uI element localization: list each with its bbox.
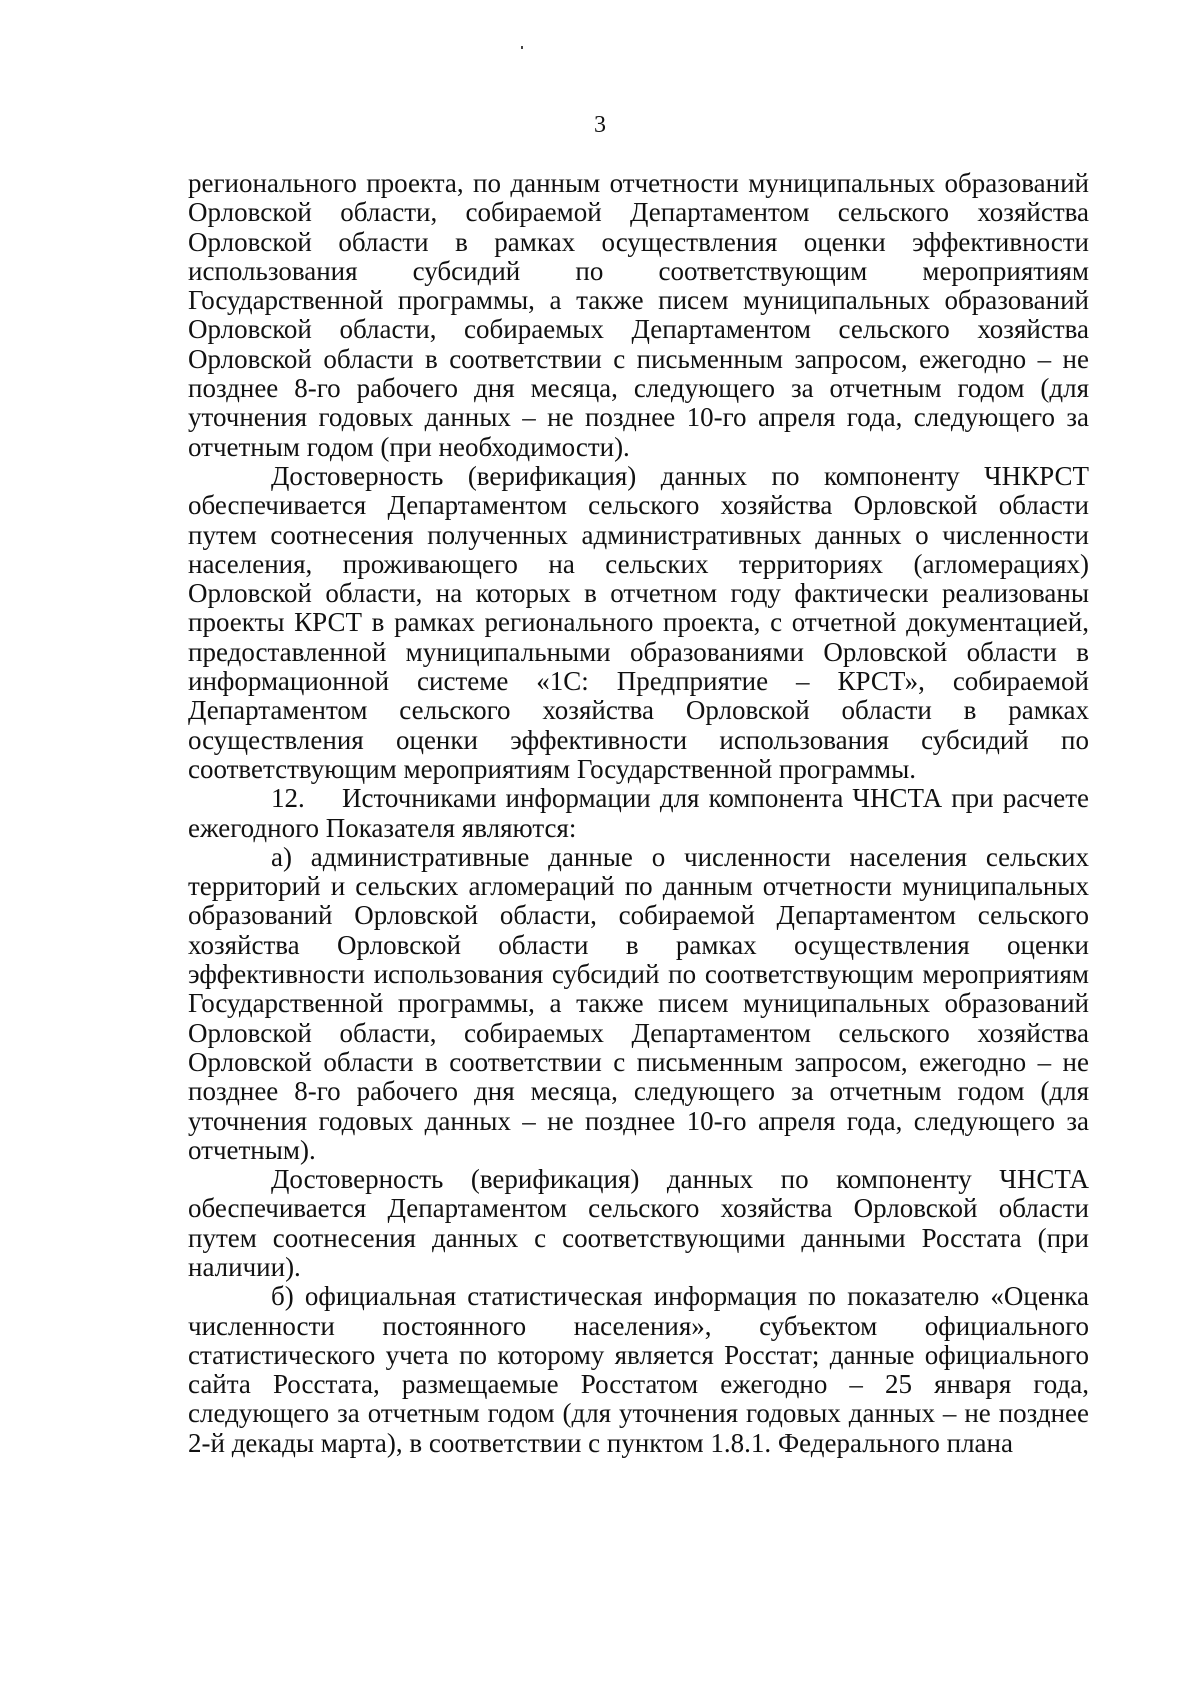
item-text: Источниками информации для компонента ЧНСТА при расчете ежегодного Показателя являются: [188,783,1089,843]
paragraph-verification-chnkrst: Достоверность (верификация) данных по компоненту ЧНКРСТ обеспечивается Департаментом сельского хозяйства Орловской области путем соотнесения полученных административных данных о численности населения, проживающего на сельских территориях (агломерациях) Орловской области, на которых в отчетном году фактически реализованы проекты КРСТ в рамках регионального проекта, с отчетной документацией, предоставленной муниципальными образованиями Орловской области в информационной системе «1С: Предприятие – КРСТ», собираемой Департаментом сельского хозяйства Орловской области в рамках осуществления оценки эффективности использования субсидий по соответствующим мероприятиям Государственной программы. [188,460,1089,784]
page-number: 3 [594,112,606,138]
item-number: 12. [271,783,305,814]
paragraph-verification-chnsta: Достоверность (верификация) данных по компоненту ЧНСТА обеспечивается Департаментом сельского хозяйства Орловской области путем соотнесения данных с соответствующими данными Росстата (при наличии). [188,1164,1089,1282]
document-body [188,169,1089,1458]
paragraph-subitem-b: б) официальная статистическая информация по показателю «Оценка численности постоянного населения», субъектом официального статистического учета по которому является Росстат; данные официального сайта Росстата, размещаемые Росстатом ежегодно – 25 января года, следующего за отчетным годом (для уточнения годовых данных – не позднее 2-й декады марта), в соответствии с пунктом 1.8.1. Федерального плана [188,1281,1089,1458]
paragraph-subitem-a: а) административные данные о численности населения сельских территорий и сельских агломераций по данным отчетности муниципальных образований Орловской области, собираемой Департаментом сельского хозяйства Орловской области в рамках осуществления оценки эффективности использования субсидий по соответствующим мероприятиям Государственной программы, а также писем муниципальных образований Орловской области, собираемых Департаментом сельского хозяйства Орловской области в соответствии с письменным запросом, ежегодно – не позднее 8-го рабочего дня месяца, следующего за отчетным годом (для уточнения годовых данных – не позднее 10-го апреля года, следующего за отчетным). [188,841,1089,1165]
paragraph-item-12 [188,784,1089,843]
scan-artifact [521,46,523,49]
paragraph-continuation: регионального проекта, по данным отчетности муниципальных образований Орловской области, собираемой Департаментом сельского хозяйства Орловской области в рамках осуществления оценки эффективности использования субсидий по соответствующим мероприятиям Государственной программы, а также писем муниципальных образований Орловской области, собираемых Департаментом сельского хозяйства Орловской области в соответствии с письменным запросом, ежегодно – не позднее 8-го рабочего дня месяца, следующего за отчетным годом (для уточнения годовых данных – не позднее 10-го апреля года, следующего за отчетным годом (при необходимости). [188,168,1089,462]
